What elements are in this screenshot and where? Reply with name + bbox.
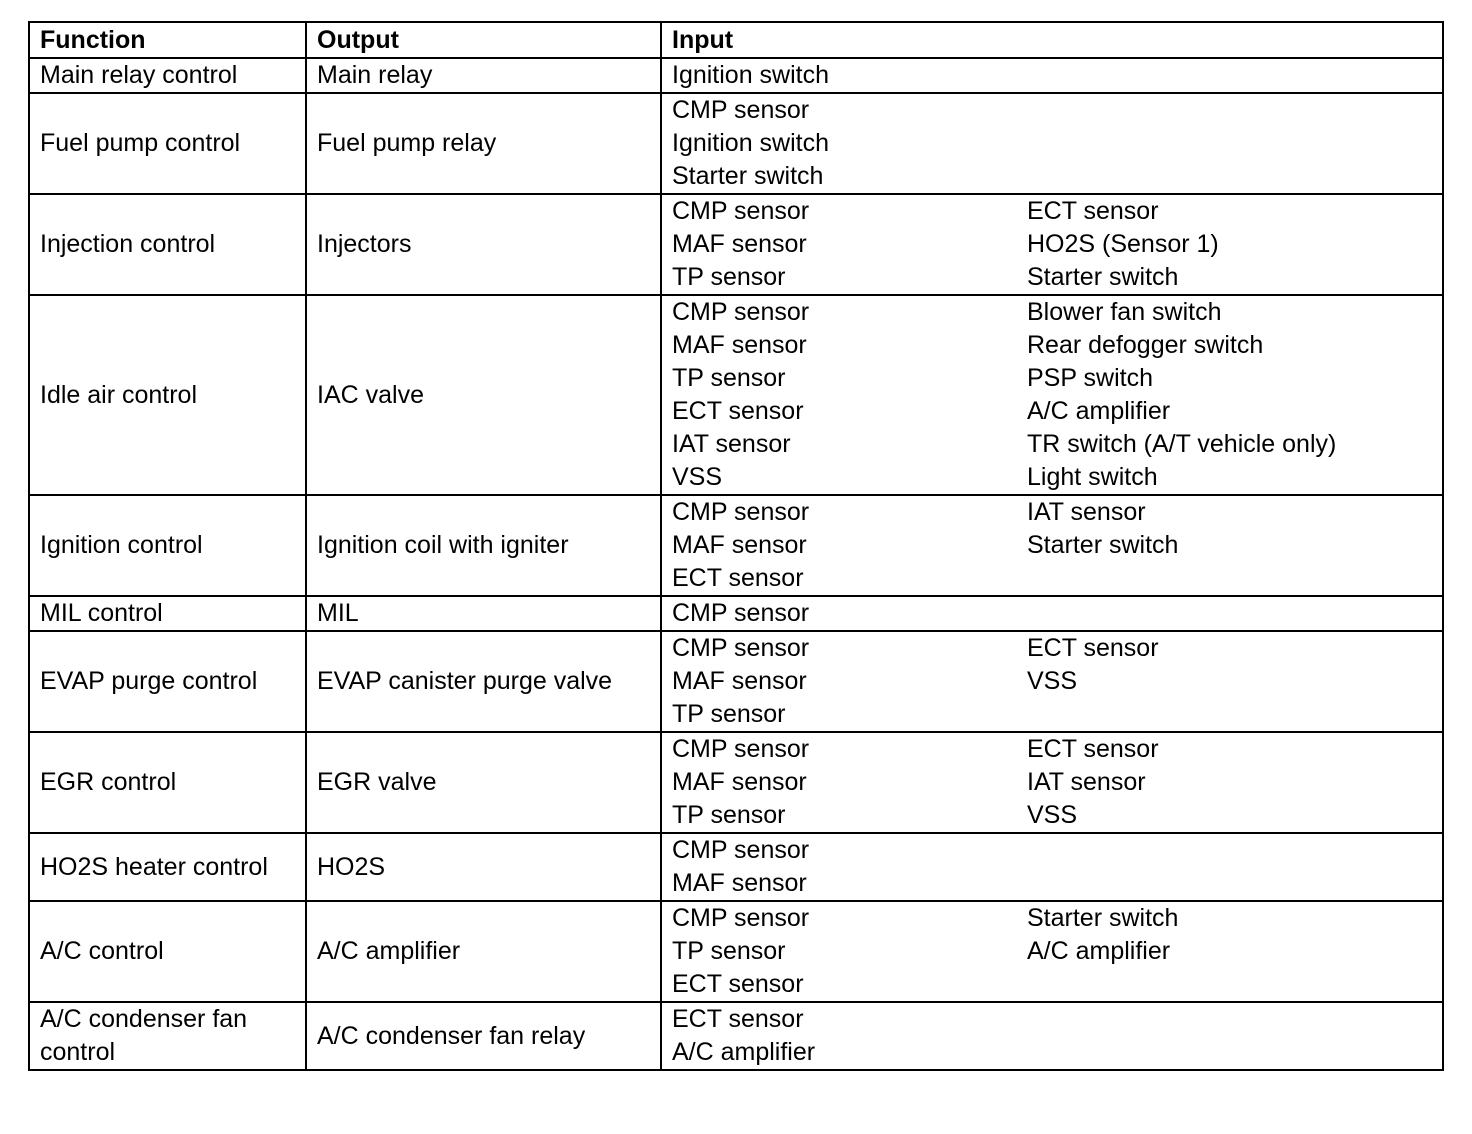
output-label: Fuel pump relay	[317, 129, 497, 157]
input-item: ECT sensor	[672, 970, 804, 998]
input-item: ECT sensor	[1027, 634, 1159, 662]
input-cell	[661, 93, 1443, 194]
input-item: CMP sensor	[672, 197, 810, 225]
input-cell	[661, 732, 1443, 833]
input-item: A/C amplifier	[1027, 937, 1171, 965]
input-list	[662, 632, 1442, 731]
table-row	[29, 631, 1443, 732]
input-item: CMP sensor	[672, 836, 810, 864]
input-column-left	[662, 902, 1017, 1001]
input-cell	[661, 194, 1443, 295]
input-cell	[661, 596, 1443, 631]
input-item: TR switch (A/T vehicle only)	[1027, 430, 1337, 458]
input-item: CMP sensor	[672, 96, 810, 124]
input-column-right	[1017, 1003, 1442, 1069]
input-item: ECT sensor	[672, 1005, 804, 1033]
function-cell	[29, 1002, 306, 1070]
input-column-right	[1017, 195, 1442, 294]
input-list	[662, 296, 1442, 494]
function-cell	[29, 93, 306, 194]
input-column-right	[1017, 902, 1442, 1001]
input-item: ECT sensor	[1027, 197, 1159, 225]
input-list	[662, 496, 1442, 595]
table-row	[29, 495, 1443, 596]
input-cell	[661, 1002, 1443, 1070]
function-cell	[29, 58, 306, 93]
input-item: CMP sensor	[672, 498, 810, 526]
input-column-left	[662, 496, 1017, 595]
function-label: EVAP purge control	[40, 667, 258, 695]
input-item: Light switch	[1027, 463, 1158, 491]
input-item: CMP sensor	[672, 904, 810, 932]
input-item: Starter switch	[1027, 904, 1179, 932]
output-cell	[306, 732, 661, 833]
function-cell	[29, 295, 306, 495]
input-item: MAF sensor	[672, 230, 807, 258]
output-label: IAC valve	[317, 380, 424, 409]
table-row	[29, 901, 1443, 1002]
table-row	[29, 58, 1443, 93]
input-item: A/C amplifier	[672, 1038, 816, 1066]
input-column-left	[662, 1003, 1017, 1069]
input-column-right	[1017, 733, 1442, 832]
output-cell	[306, 596, 661, 631]
input-list	[662, 1003, 1442, 1069]
input-column-right	[1017, 59, 1442, 92]
input-list	[662, 94, 1442, 193]
input-list	[662, 733, 1442, 832]
table-row	[29, 194, 1443, 295]
input-item: MAF sensor	[672, 331, 807, 359]
input-column-left	[662, 733, 1017, 832]
function-cell	[29, 596, 306, 631]
ecm-function-table	[28, 21, 1444, 1071]
output-label: A/C amplifier	[317, 937, 461, 965]
input-column-left	[662, 834, 1017, 900]
function-label: A/C control	[40, 937, 164, 965]
input-item: PSP switch	[1027, 364, 1153, 392]
input-column-left	[662, 195, 1017, 294]
function-label: Main relay control	[40, 61, 238, 89]
input-item: TP sensor	[672, 801, 786, 829]
table-row	[29, 833, 1443, 901]
input-item: Ignition switch	[672, 129, 830, 157]
input-item: HO2S (Sensor 1)	[1027, 230, 1219, 258]
output-label: HO2S	[317, 852, 386, 881]
output-label: Ignition coil with igniter	[317, 531, 569, 559]
input-column-right	[1017, 597, 1442, 630]
input-item: Rear defogger switch	[1027, 331, 1264, 359]
function-cell	[29, 194, 306, 295]
input-item: VSS	[672, 463, 723, 491]
output-label: Main relay	[317, 61, 433, 89]
input-column-right	[1017, 834, 1442, 900]
input-item: CMP sensor	[672, 735, 810, 763]
output-cell	[306, 901, 661, 1002]
input-item: CMP sensor	[672, 634, 810, 662]
input-column-left	[662, 296, 1017, 494]
output-label: EGR valve	[317, 768, 437, 796]
output-cell	[306, 93, 661, 194]
input-item: IAT sensor	[672, 430, 791, 458]
header-function: Function	[29, 22, 306, 58]
input-item: A/C amplifier	[1027, 397, 1171, 425]
input-cell	[661, 631, 1443, 732]
input-list	[662, 834, 1442, 900]
function-label: HO2S heater control	[40, 852, 268, 881]
output-cell	[306, 295, 661, 495]
output-cell	[306, 495, 661, 596]
output-cell	[306, 1002, 661, 1070]
input-item: CMP sensor	[672, 298, 810, 326]
output-cell	[306, 58, 661, 93]
output-cell	[306, 194, 661, 295]
input-cell	[661, 58, 1443, 93]
table-body	[29, 58, 1443, 1070]
function-label: Fuel pump control	[40, 129, 241, 157]
input-item: ECT sensor	[672, 397, 804, 425]
input-item: TP sensor	[672, 700, 786, 728]
input-item: Starter switch	[672, 162, 824, 190]
input-column-left	[662, 632, 1017, 731]
table-row	[29, 732, 1443, 833]
input-cell	[661, 495, 1443, 596]
input-item: Starter switch	[1027, 531, 1179, 559]
output-label: EVAP canister purge valve	[317, 667, 613, 695]
output-label: Injectors	[317, 230, 412, 258]
input-column-left	[662, 59, 1017, 92]
table-row	[29, 1002, 1443, 1070]
function-label: MIL control	[40, 599, 163, 627]
input-column-right	[1017, 296, 1442, 494]
input-item: MAF sensor	[672, 768, 807, 796]
function-label: Injection control	[40, 230, 216, 258]
function-cell	[29, 901, 306, 1002]
function-cell	[29, 732, 306, 833]
output-cell	[306, 833, 661, 901]
function-label: EGR control	[40, 768, 177, 796]
input-item: TP sensor	[672, 937, 786, 965]
function-label: Idle air control	[40, 380, 198, 409]
input-item: MAF sensor	[672, 667, 807, 695]
function-cell	[29, 631, 306, 732]
input-list	[662, 195, 1442, 294]
function-label: Ignition control	[40, 531, 203, 559]
input-column-right	[1017, 632, 1442, 731]
input-item: MAF sensor	[672, 531, 807, 559]
input-item: ECT sensor	[1027, 735, 1159, 763]
header-output: Output	[306, 22, 661, 58]
input-item: VSS	[1027, 667, 1078, 695]
input-item: MAF sensor	[672, 869, 807, 897]
table-row	[29, 295, 1443, 495]
input-cell	[661, 901, 1443, 1002]
output-label: MIL	[317, 599, 359, 627]
input-item: TP sensor	[672, 263, 786, 291]
input-cell	[661, 833, 1443, 901]
output-label: A/C condenser fan relay	[317, 1021, 586, 1050]
input-item: CMP sensor	[672, 599, 810, 627]
table-header-row	[29, 22, 1443, 58]
table-row	[29, 93, 1443, 194]
input-column-right	[1017, 496, 1442, 595]
table-row	[29, 596, 1443, 631]
input-column-left	[662, 597, 1017, 630]
input-item: VSS	[1027, 801, 1078, 829]
input-item: IAT sensor	[1027, 498, 1146, 526]
input-item: IAT sensor	[1027, 768, 1146, 796]
input-item: ECT sensor	[672, 564, 804, 592]
input-cell	[661, 295, 1443, 495]
function-label: A/C condenser fan control	[40, 1005, 248, 1066]
function-cell	[29, 833, 306, 901]
input-column-right	[1017, 94, 1442, 193]
input-item: TP sensor	[672, 364, 786, 392]
input-item: Starter switch	[1027, 263, 1179, 291]
input-list	[662, 59, 1442, 92]
input-item: Blower fan switch	[1027, 298, 1222, 326]
output-cell	[306, 631, 661, 732]
function-cell	[29, 495, 306, 596]
input-list	[662, 902, 1442, 1001]
header-input: Input	[661, 22, 1443, 58]
input-column-left	[662, 94, 1017, 193]
input-list	[662, 597, 1442, 630]
input-item: Ignition switch	[672, 61, 830, 89]
